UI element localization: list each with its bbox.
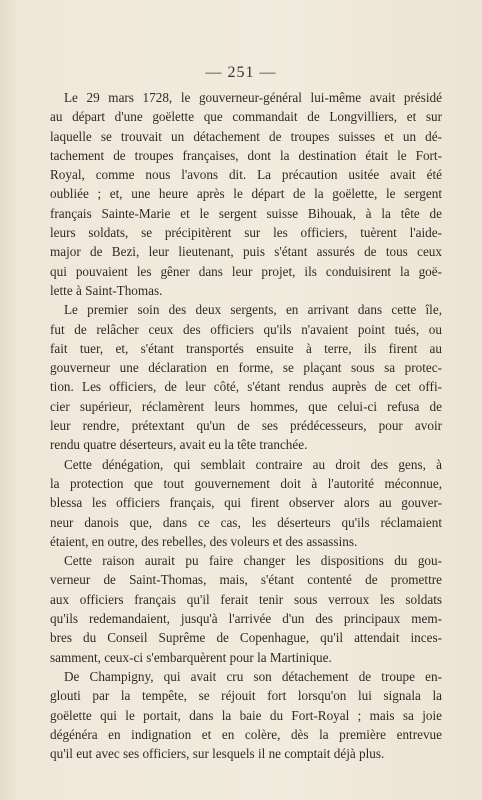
- text-line: neur danois que, dans ce cas, les déserteurs qu'ils réclamaient: [50, 514, 442, 530]
- page-number: — 251 —: [205, 64, 277, 81]
- text-line: la protection que tout gouvernement doit à l'autorité méconnue,: [50, 475, 442, 491]
- text-line: oubliée ; et, une heure après le départ de la goëlette, le sergent: [50, 186, 442, 202]
- text-line: tachement de troupes françaises, dont la destination était le Fort-: [50, 147, 442, 163]
- text-line: fut de relâcher ceux des officiers qu'ils n'avaient point tués, ou: [50, 321, 442, 337]
- text-line: aux officiers français qu'il ferait tenir sous verroux les soldats: [50, 591, 442, 607]
- text-line: Cette raison aurait pu faire changer les dispositions du gou-: [64, 553, 442, 569]
- text-line: gouverneur une déclaration en forme, se plaçant sous sa protec-: [50, 360, 442, 376]
- text-line: Cette dénégation, qui semblait contraire au droit des gens, à: [64, 456, 442, 472]
- text-line: rendu quatre déserteurs, avait eu la tête tranchée.: [50, 437, 308, 453]
- text-line: De Champigny, qui avait cru son détachement de troupe en-: [64, 668, 442, 684]
- text-line: Le premier soin des deux sergents, en arrivant dans cette île,: [64, 302, 442, 318]
- text-line: au départ d'une goëlette que commandait de Longvilliers, et sur: [50, 109, 442, 125]
- text-line: fait tuer, et, s'étant transportés ensuite à terre, ils firent au: [50, 340, 442, 356]
- text-line: laquelle se trouvait un détachement de troupes suisses et un dé-: [50, 128, 442, 144]
- text-line: français Sainte-Marie et le sergent suisse Bihouak, à la tête de: [50, 205, 442, 221]
- text-line: qu'il eut avec ses officiers, sur lesquels il ne comptait déjà plus.: [50, 746, 385, 762]
- text-line: qui pouvaient les gêner dans leur projet, ils conduisirent la goë-: [50, 263, 442, 279]
- text-line: major de Bezi, leur lieutenant, puis s'étant assurés de tous ceux: [50, 244, 442, 260]
- text-line: qu'ils redemandaient, jusqu'à l'arrivée d'un des principaux mem-: [50, 611, 442, 627]
- body-text: [50, 88, 442, 763]
- text-line: samment, ceux-ci s'embarquèrent pour la Martinique.: [50, 649, 332, 665]
- text-line: blessa les officiers français, qui firent observer alors au gouver-: [50, 495, 442, 511]
- text-line: étaient, en outre, des rebelles, des voleurs et des assassins.: [50, 533, 358, 549]
- text-line: bres du Conseil Suprême de Copenhague, qu'il attendait inces-: [50, 630, 442, 646]
- text-line: verneur de Saint-Thomas, mais, s'étant contenté de promettre: [50, 572, 442, 588]
- text-line: leurs soldats, se précipitèrent sur les officiers, tuèrent l'aide-: [50, 225, 442, 241]
- text-line: lette à Saint-Thomas.: [50, 282, 163, 298]
- text-line: goëlette qui le portait, dans la baie du Fort-Royal ; mais sa joie: [50, 707, 442, 723]
- text-line: leur rendre, prétextant qu'un de ses prédécesseurs, pour avoir: [50, 418, 442, 434]
- text-line: glouti par la tempête, se réjouit fort lorsqu'on lui signala la: [50, 688, 442, 704]
- text-line: tion. Les officiers, de leur côté, s'étant rendus auprès de cet offi-: [50, 379, 442, 395]
- text-line: dégénéra en indignation et en colère, dès la première entrevue: [50, 726, 442, 742]
- text-line: Le 29 mars 1728, le gouverneur-général lui-même avait présidé: [64, 90, 442, 105]
- text-line: Royal, comme nous l'avons dit. La précaution usitée avait été: [50, 167, 442, 183]
- text-line: cier supérieur, réclamèrent leurs hommes, que celui-ci refusa de: [50, 398, 442, 414]
